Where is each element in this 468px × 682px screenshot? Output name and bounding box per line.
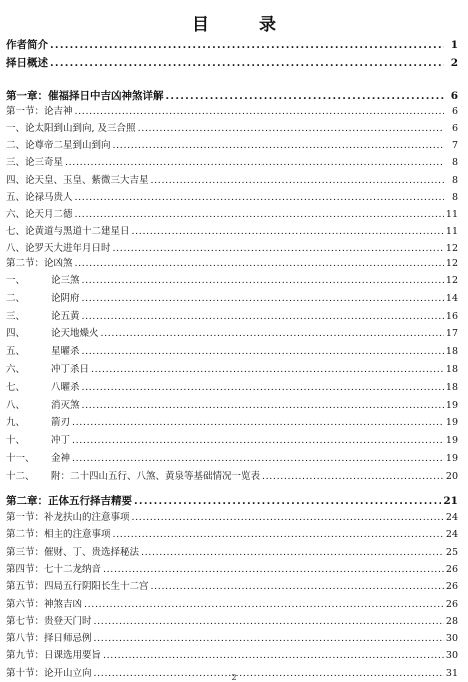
toc-entry[interactable] xyxy=(6,563,458,577)
entry-label: 一、 xyxy=(6,275,26,286)
page-number: 28 xyxy=(445,615,458,627)
dot-leader xyxy=(75,191,444,205)
entry-label: 第九节： xyxy=(6,650,45,662)
dot-leader xyxy=(84,598,444,612)
entry-text: 催财、丁、贵选择秘法 xyxy=(44,546,140,558)
entry-text: 冲丁 xyxy=(51,435,71,447)
toc-entry[interactable] xyxy=(6,37,458,53)
dot-leader xyxy=(72,452,444,466)
entry-label: 五、 xyxy=(6,346,26,358)
toc-entry[interactable] xyxy=(6,191,458,205)
toc-entry[interactable] xyxy=(6,615,458,629)
entry-text: 论罗天大进年月日时 xyxy=(25,243,111,255)
entry-text: 第二章：正体五行择吉精要 xyxy=(6,495,132,507)
page-number: 6 xyxy=(451,123,458,134)
entry-label: 三、 xyxy=(6,157,26,169)
page-number: 19 xyxy=(445,399,458,411)
entry-text: 论天地燥火 xyxy=(51,328,99,340)
entry-label: 第七节： xyxy=(6,615,45,627)
page-number: 12 xyxy=(445,258,458,269)
toc-entry[interactable] xyxy=(6,174,458,188)
entry-text: 择日概述 xyxy=(6,57,48,69)
dot-leader xyxy=(101,327,444,341)
page-number: 7 xyxy=(451,140,458,152)
toc-entry[interactable] xyxy=(6,580,458,594)
toc-entry[interactable] xyxy=(6,274,458,288)
entry-label: 第六节： xyxy=(6,598,45,610)
page-number: 26 xyxy=(445,598,458,610)
toc-entry[interactable] xyxy=(6,345,458,359)
page-number: 30 xyxy=(445,650,458,662)
dot-leader xyxy=(103,563,444,577)
entry-label: 三、 xyxy=(6,310,26,322)
entry-label: 第一节： xyxy=(6,106,45,117)
section-entry[interactable] xyxy=(6,105,458,119)
entry-label: 第八节： xyxy=(6,633,45,645)
page-number: 16 xyxy=(445,310,458,322)
entry-text: 择日师忌例 xyxy=(44,633,92,645)
toc-entry[interactable] xyxy=(6,511,458,525)
entry-text: 论天月二德 xyxy=(25,209,73,220)
dot-leader xyxy=(91,363,444,377)
dot-leader xyxy=(94,632,444,646)
toc-entry[interactable] xyxy=(6,139,458,153)
entry-label: 第二节： xyxy=(6,258,45,269)
dot-leader xyxy=(82,345,444,359)
entry-label: 八、 xyxy=(6,399,26,411)
dot-leader xyxy=(72,416,444,430)
entry-label: 第十节： xyxy=(6,667,45,679)
dot-leader xyxy=(75,208,444,222)
page-number: 11 xyxy=(445,226,458,238)
page-number: 12 xyxy=(445,275,458,286)
entry-text: 论五黄 xyxy=(51,310,80,322)
dot-leader xyxy=(82,274,444,288)
entry-label: 第一节： xyxy=(6,512,45,523)
dot-leader xyxy=(72,434,444,448)
page-number: 11 xyxy=(445,209,458,220)
page-number: 8 xyxy=(451,174,458,186)
page-number: 20 xyxy=(445,470,458,482)
entry-text: 贵登天门时 xyxy=(44,615,92,627)
entry-label: 四、 xyxy=(6,174,26,186)
entry-text: 作者简介 xyxy=(6,39,48,51)
entry-text: 七十二龙纳音 xyxy=(44,563,102,575)
entry-label: 第五节： xyxy=(6,581,45,593)
dot-leader xyxy=(262,470,444,484)
toc-entry[interactable] xyxy=(6,55,458,71)
page-number: 12 xyxy=(445,243,458,255)
dot-leader xyxy=(82,310,444,324)
entry-label: 六、 xyxy=(6,364,26,375)
entry-text: 金神 xyxy=(51,453,71,464)
entry-text: 论黄道与黑道十二建星日 xyxy=(25,226,130,238)
page-number: 8 xyxy=(451,157,458,169)
toc-entry[interactable] xyxy=(6,363,458,377)
toc-entry[interactable] xyxy=(6,310,458,324)
dot-leader xyxy=(113,139,444,153)
page-number: 21 xyxy=(443,495,458,507)
entry-text: 论尊帝二星到山到向 xyxy=(25,140,111,152)
page-number: 26 xyxy=(445,581,458,593)
toc-entry[interactable] xyxy=(6,292,458,306)
page-number: 31 xyxy=(445,667,458,679)
chapter-heading[interactable] xyxy=(6,493,458,509)
page-number: 6 xyxy=(451,106,458,117)
page-number: 24 xyxy=(445,529,458,541)
toc-entry[interactable] xyxy=(6,225,458,239)
toc-entry[interactable] xyxy=(6,649,458,663)
entry-text: 第一章：催福择日中吉凶神煞详解 xyxy=(6,90,164,102)
toc-entry[interactable] xyxy=(6,399,458,413)
entry-text: 相主的注意事项 xyxy=(44,529,111,541)
page-number: 30 xyxy=(445,633,458,645)
entry-label: 二、 xyxy=(6,292,26,304)
entry-label: 第二节： xyxy=(6,529,45,541)
entry-text: 冲丁杀日 xyxy=(51,364,90,375)
entry-text: 附：二十四山五行、八煞、黄泉等基础情况一览表 xyxy=(51,470,261,482)
entry-label: 第四节： xyxy=(6,563,45,575)
toc-entry[interactable] xyxy=(6,381,458,395)
page-number: 17 xyxy=(445,328,458,340)
dot-leader xyxy=(75,105,444,119)
entry-text: 四局五行阴阳长生十二宫 xyxy=(44,581,149,593)
entry-text: 日课选用要旨 xyxy=(44,650,102,662)
dot-leader xyxy=(82,381,444,395)
dot-leader xyxy=(166,88,445,104)
entry-label: 八、 xyxy=(6,243,26,255)
dot-leader xyxy=(65,156,444,170)
entry-text: 论凶煞 xyxy=(44,258,73,269)
page-number: 1 xyxy=(450,39,458,51)
entry-text: 论开山立向 xyxy=(44,667,92,679)
toc-entry[interactable] xyxy=(6,632,458,646)
toc-entry[interactable] xyxy=(6,208,458,222)
page-number: 26 xyxy=(445,563,458,575)
dot-leader xyxy=(151,174,444,188)
page-number: 6 xyxy=(450,90,458,102)
dot-leader xyxy=(82,399,444,413)
dot-leader xyxy=(82,292,444,306)
toc-entry[interactable] xyxy=(6,434,458,448)
dot-leader xyxy=(103,649,444,663)
toc-entry[interactable] xyxy=(6,242,458,256)
entry-label: 二、 xyxy=(6,140,26,152)
entry-text: 论天皇、玉皇、紫微三大吉星 xyxy=(25,174,149,186)
entry-label: 第三节： xyxy=(6,546,45,558)
page-number: 24 xyxy=(445,512,458,523)
toc-entry[interactable] xyxy=(6,416,458,430)
page-number: 25 xyxy=(445,546,458,558)
entry-text: 箭刃 xyxy=(51,417,71,429)
entry-text: 论三奇星 xyxy=(25,157,64,169)
page-number: 18 xyxy=(445,381,458,393)
toc-entry[interactable] xyxy=(6,452,458,466)
entry-label: 六、 xyxy=(6,209,26,220)
page-number: 18 xyxy=(445,364,458,375)
entry-text: 星曜杀 xyxy=(51,346,80,358)
dot-leader xyxy=(134,493,441,509)
page-number: 8 xyxy=(451,191,458,203)
toc-entry[interactable] xyxy=(6,528,458,542)
toc-entry[interactable] xyxy=(6,598,458,612)
toc-entry[interactable] xyxy=(6,156,458,170)
page-number: 19 xyxy=(445,435,458,447)
entry-text: 消灭煞 xyxy=(51,399,80,411)
toc-title: 目 录 xyxy=(192,15,298,35)
entry-label: 九、 xyxy=(6,417,26,429)
dot-leader xyxy=(113,528,444,542)
dot-leader xyxy=(141,546,444,560)
entry-label: 一、 xyxy=(6,123,26,134)
entry-text: 论禄马贵人 xyxy=(25,191,73,203)
page-number: 14 xyxy=(445,292,458,304)
entry-label: 五、 xyxy=(6,191,26,203)
entry-text: 补龙扶山的注意事项 xyxy=(44,512,130,523)
section-entry[interactable] xyxy=(6,257,458,271)
page-number: 2 xyxy=(450,57,458,69)
dot-leader xyxy=(50,37,444,53)
entry-label: 七、 xyxy=(6,381,26,393)
entry-label: 十一、 xyxy=(6,453,35,464)
dot-leader xyxy=(132,511,444,525)
dot-leader xyxy=(151,580,444,594)
chapter-heading[interactable] xyxy=(6,88,458,104)
dot-leader xyxy=(113,242,444,256)
entry-text: 论阴府 xyxy=(51,292,80,304)
dot-leader xyxy=(94,615,444,629)
toc-entry[interactable] xyxy=(6,122,458,136)
entry-text: 神煞吉凶 xyxy=(44,598,83,610)
entry-text: 论太阳到山到向, 及三合照 xyxy=(25,123,136,134)
page-footer-number: 2 xyxy=(231,673,237,682)
page-number: 18 xyxy=(445,346,458,358)
toc-entry[interactable] xyxy=(6,327,458,341)
dot-leader xyxy=(75,257,444,271)
entry-text: 八曜杀 xyxy=(51,381,80,393)
toc-entry[interactable] xyxy=(6,470,458,484)
toc-entry[interactable] xyxy=(6,546,458,560)
dot-leader xyxy=(132,225,444,239)
entry-text: 论三煞 xyxy=(51,275,80,286)
entry-label: 四、 xyxy=(6,328,26,340)
page-number: 19 xyxy=(445,453,458,464)
dot-leader xyxy=(138,122,444,136)
entry-label: 十、 xyxy=(6,435,26,447)
page-number: 19 xyxy=(445,417,458,429)
entry-label: 十二、 xyxy=(6,470,35,482)
entry-label: 七、 xyxy=(6,226,26,238)
dot-leader xyxy=(50,55,444,71)
entry-text: 论吉神 xyxy=(44,106,73,117)
